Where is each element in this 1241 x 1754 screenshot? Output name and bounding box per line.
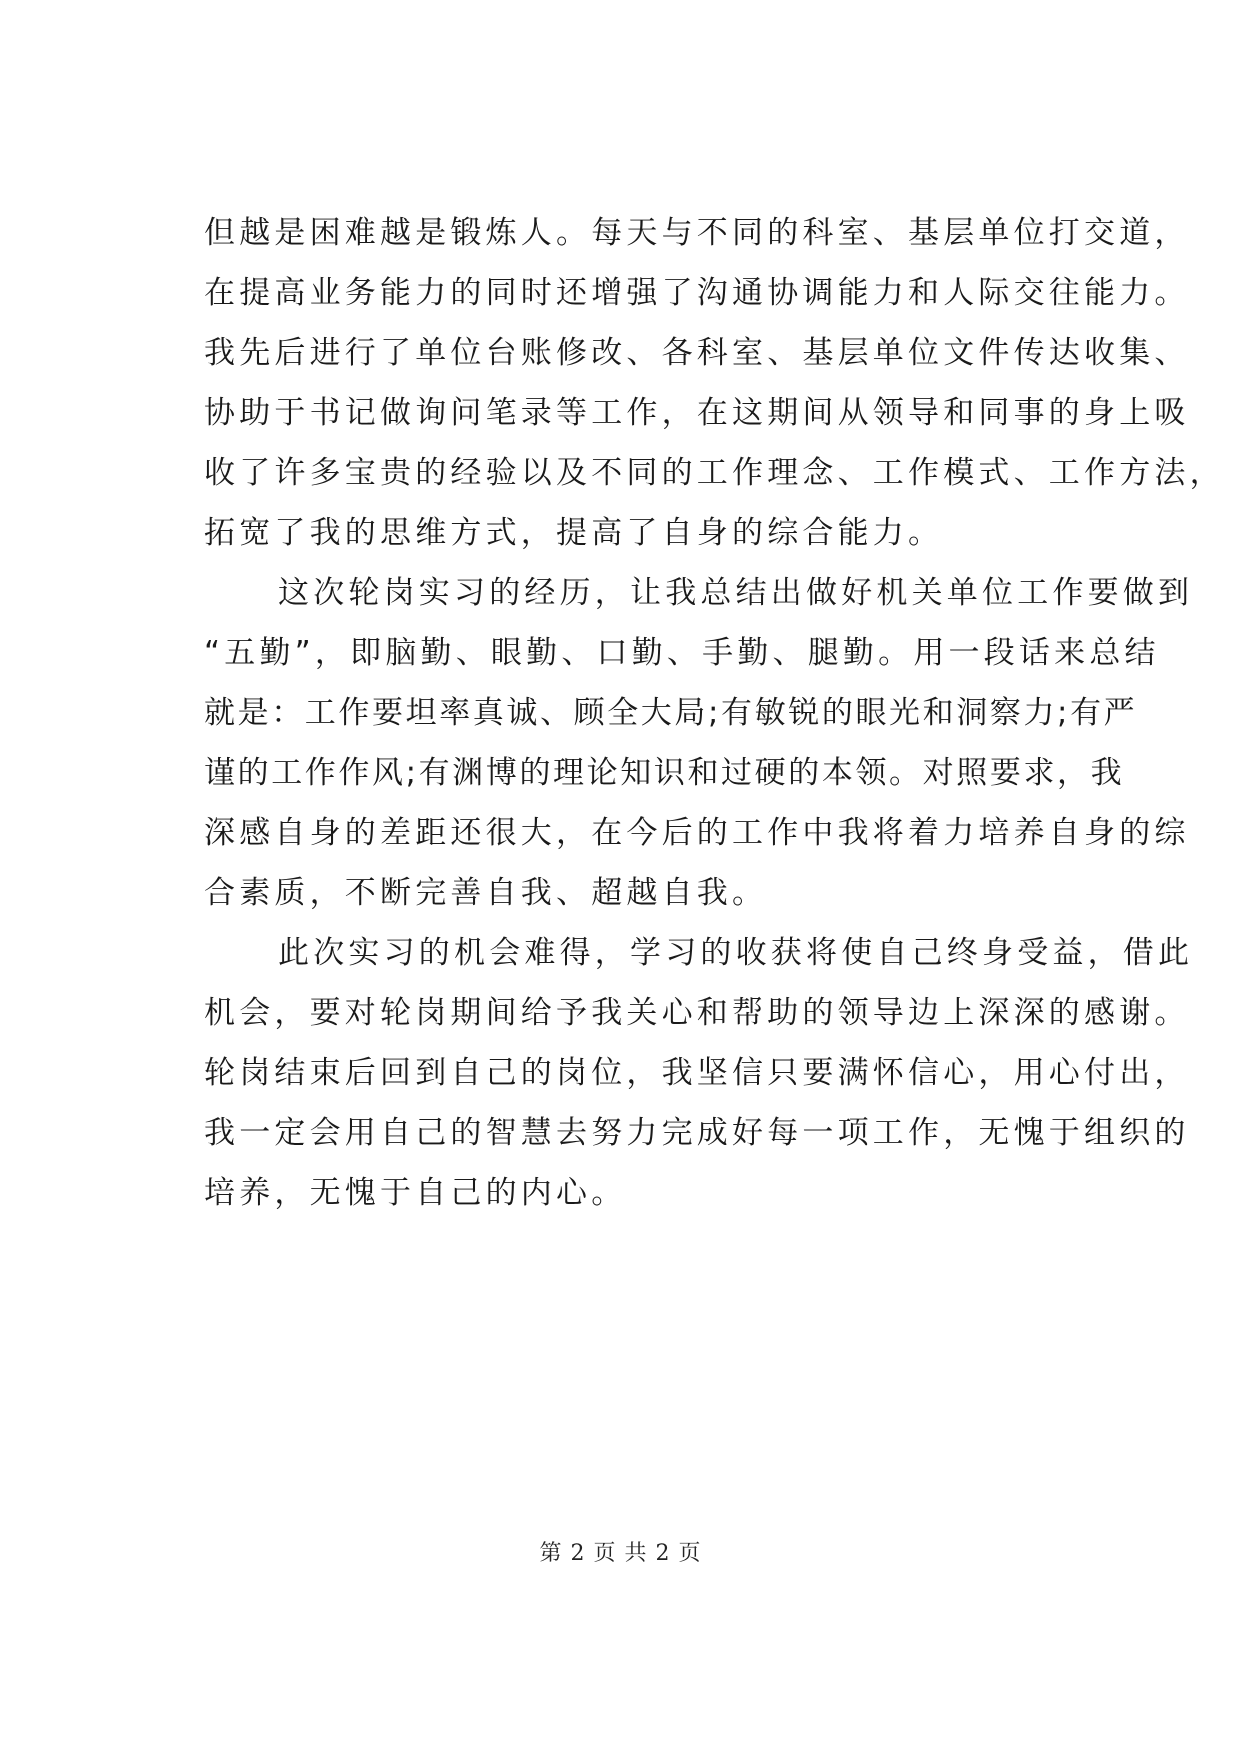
text-line-5: 收了许多宝贵的经验以及不同的工作理念、工作模式、工作方法， [204, 455, 1225, 491]
text-line-6: 拓宽了我的思维方式，提高了自身的综合能力。 [204, 515, 944, 551]
text-line-11: 深感自身的差距还很大，在今后的工作中我将着力培养自身的综 [204, 815, 1190, 851]
text-line-7: 这次轮岗实习的经历，让我总结出做好机关单位工作要做到 [278, 575, 1194, 611]
text-line-1: 但越是困难越是锻炼人。每天与不同的科室、基层单位打交道， [204, 215, 1190, 251]
text-line-3: 我先后进行了单位台账修改、各科室、基层单位文件传达收集、 [204, 335, 1190, 371]
text-line-13: 此次实习的机会难得，学习的收获将使自己终身受益，借此 [278, 935, 1194, 971]
page-footer: 第 2 页 共 2 页 [539, 1541, 702, 1566]
text-line-2: 在提高业务能力的同时还增强了沟通协调能力和人际交往能力。 [204, 275, 1190, 311]
text-line-9: 就是：工作要坦率真诚、顾全大局;有敏锐的眼光和洞察力;有严 [204, 695, 1138, 731]
text-line-17: 培养，无愧于自己的内心。 [204, 1175, 627, 1211]
text-line-16: 我一定会用自己的智慧去努力完成好每一项工作，无愧于组织的 [204, 1115, 1190, 1151]
text-line-12: 合素质，不断完善自我、超越自我。 [204, 875, 768, 911]
text-line-4: 协助于书记做询问笔录等工作，在这期间从领导和同事的身上吸 [204, 395, 1190, 431]
text-line-10: 谨的工作作风;有渊博的理论知识和过硬的本领。对照要求，我 [204, 755, 1125, 791]
text-line-8: “五勤”，即脑勤、眼勤、口勤、手勤、腿勤。用一段话来总结 [204, 635, 1160, 671]
document-body [204, 203, 1225, 1223]
text-line-15: 轮岗结束后回到自己的岗位，我坚信只要满怀信心，用心付出， [204, 1055, 1190, 1091]
text-line-14: 机会，要对轮岗期间给予我关心和帮助的领导边上深深的感谢。 [204, 995, 1190, 1031]
